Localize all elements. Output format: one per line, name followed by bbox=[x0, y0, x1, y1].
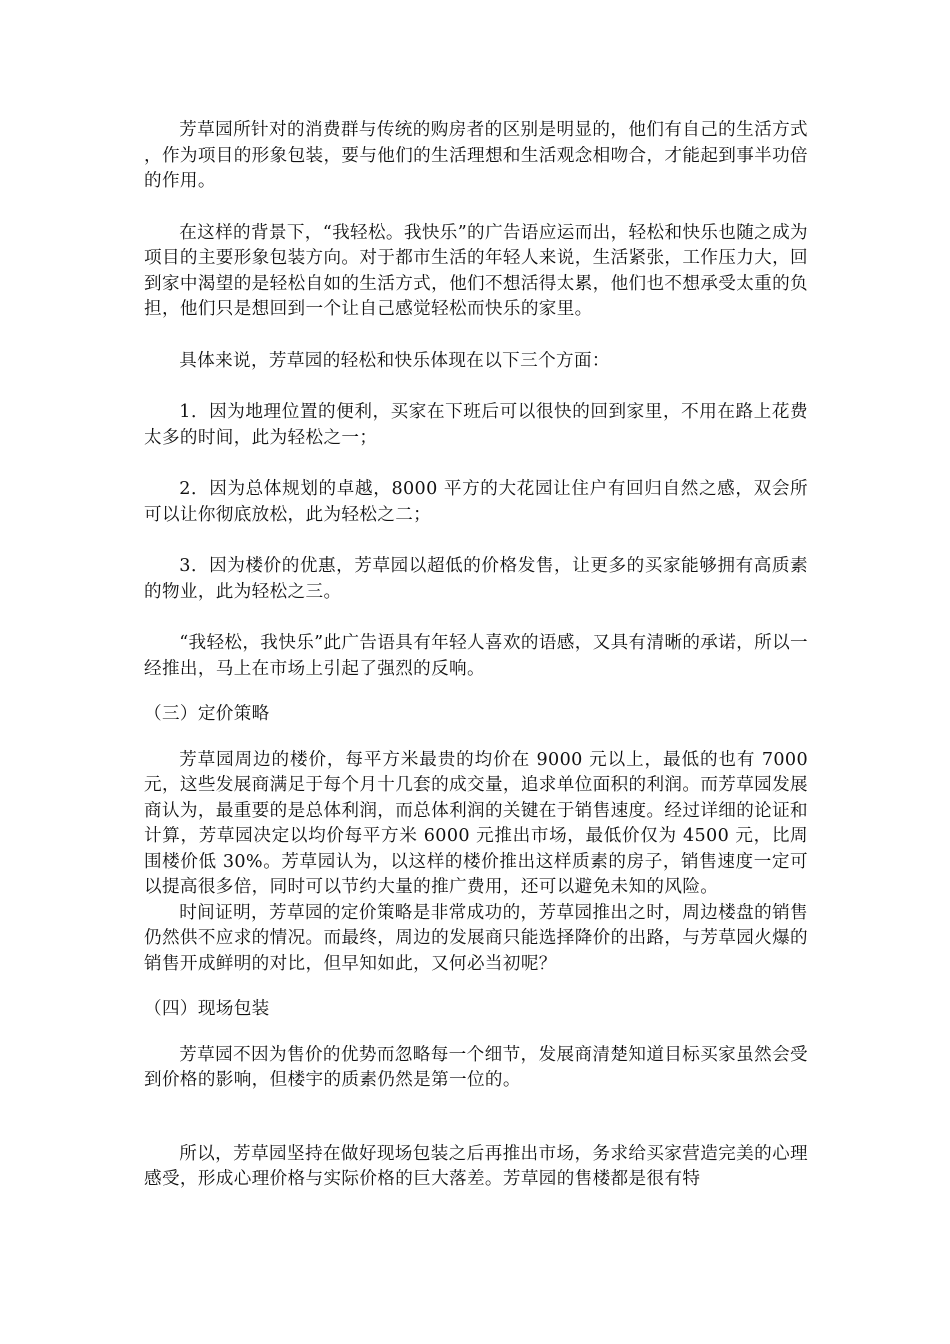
paragraph-site-details: 芳草园不因为售价的优势而忽略每一个细节，发展商清楚知道目标买家虽然会受到价格的影响，但楼宇的质素仍然是第一位的。 bbox=[144, 1044, 808, 1090]
paragraph-pricing-details: 芳草园周边的楼价，每平方米最贵的均价在 9000 元以上，最低的也有 7000 元，这些发展商满足于每个月十几套的成交量，追求单位面积的利润。而芳草园发展商认为，最重要的是总体利润，而总体利润的关键在于销售速度。经过详细的论证和计算，芳草园决定以均价每平方米 6000 元推出市场，最低价仅为 4500 元，比周围楼价低 30%。芳草园认为，以这样的楼价推出这样质素的房子，销售速度一定可以提高很多倍，同时可以节约大量的推广费用，还可以避免未知的风险。 bbox=[144, 749, 808, 897]
list-item-relaxed-one: 1．因为地理位置的便利，买家在下班后可以很快的回到家里，不用在路上花费太多的时间，此为轻松之一； bbox=[144, 402, 808, 448]
paragraph-pricing-result: 时间证明，芳草园的定价策略是非常成功的，芳草园推出之时，周边楼盘的销售仍然供不应求的情况。而最终，周边的发展商只能选择降价的出路，与芳草园火爆的销售开成鲜明的对比，但早知如此，又何必当初呢？ bbox=[144, 902, 808, 974]
paragraph-slogan-background: 在这样的背景下，“我轻松。我快乐”的广告语应运而出，轻松和快乐也随之成为项目的主要形象包装方向。对于都市生活的年轻人来说，生活紧张，工作压力大，回到家中渴望的是轻松自如的生活方式，他们不想活得太累，他们也不想承受太重的负担，他们只是想回到一个让自己感觉轻松而快乐的家里。 bbox=[144, 222, 808, 319]
paragraph-site-launch: 所以，芳草园坚持在做好现场包装之后再推出市场，务求给买家营造完美的心理感受，形成心理价格与实际价格的巨大落差。芳草园的售楼都是很有特 bbox=[144, 1143, 808, 1189]
list-item-relaxed-three: 3．因为楼价的优惠，芳草园以超低的价格发售，让更多的买家能够拥有高质素的物业，此为轻松之三。 bbox=[144, 556, 808, 602]
paragraph-slogan-response: “我轻松，我快乐”此广告语具有年轻人喜欢的语感，又具有清晰的承诺，所以一经推出，马上在市场上引起了强烈的反响。 bbox=[144, 633, 808, 679]
paragraph-three-aspects-intro: 具体来说，芳草园的轻松和快乐体现在以下三个方面： bbox=[179, 350, 610, 371]
list-item-relaxed-two: 2．因为总体规划的卓越，8000 平方的大花园让住户有回归自然之感，双会所可以让你彻底放松，此为轻松之二； bbox=[144, 479, 808, 525]
document-body bbox=[144, 118, 808, 1193]
section-heading-site-packaging: （四）现场包装 bbox=[144, 999, 270, 1019]
paragraph-consumer-group: 芳草园所针对的消费群与传统的购房者的区别是明显的，他们有自己的生活方式，作为项目的形象包装，要与他们的生活理想和生活观念相吻合，才能起到事半功倍的作用。 bbox=[144, 120, 808, 191]
section-heading-pricing: （三）定价策略 bbox=[144, 704, 270, 724]
